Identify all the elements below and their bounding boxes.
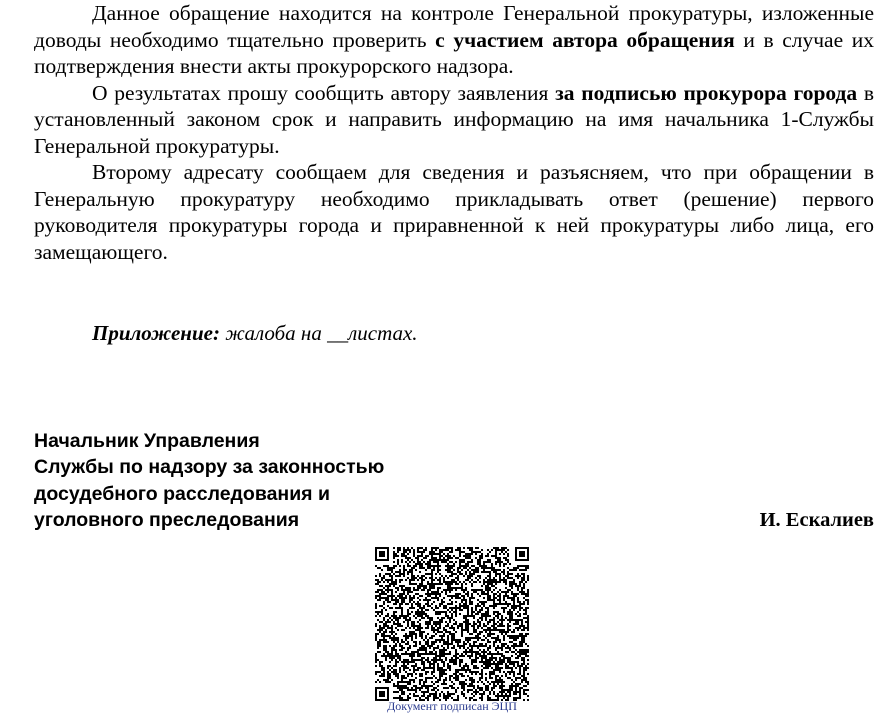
paragraph-text: Данное обращение находится на контроле Генеральной прокуратуры, изложенные доводы необходимо тщательно проверить — [34, 1, 874, 52]
paragraph-control — [34, 0, 874, 80]
attachment-line — [92, 320, 418, 346]
qr-code-icon — [375, 547, 529, 701]
signature-final-row — [34, 507, 874, 533]
qr-caption: Документ подписан ЭЦП — [387, 699, 517, 713]
letter-body — [34, 0, 874, 265]
signatory-name: И. Ескалиев — [759, 508, 874, 531]
signature-title-line-4: уголовного преследования — [34, 508, 300, 531]
paragraph-second-addressee — [34, 159, 874, 265]
signature-block — [34, 428, 874, 533]
paragraph-emphasis: с участием автора обращения — [435, 27, 735, 52]
paragraph-text: в установленный законом срок и направить информацию на имя начальника 1-Службы Генеральной прокуратуры. — [34, 80, 875, 158]
paragraph-text: Второму адресату сообщаем для сведения и разъясняем, что при обращении в Генеральную прокуратуру необходимо прикладывать ответ (решение) первого руководителя прокуратуры города и приравненной к ней прокуратуры либо лица, его замещающего. — [34, 160, 874, 264]
paragraph-text: и в случае их подтверждения внести акты прокурорского надзора. — [34, 27, 875, 78]
signature-qr-code — [375, 547, 529, 701]
paragraph-emphasis: за подписью прокурора города — [555, 80, 858, 105]
attachment-text: жалоба на __листах. — [219, 321, 418, 345]
signature-title-line-1: Начальник Управления — [34, 430, 260, 452]
signature-title-line-3: досудебного расследования и — [34, 482, 330, 505]
attachment-label: Приложение: — [92, 321, 220, 345]
paragraph-report — [34, 80, 874, 160]
signature-title-line-2: Службы по надзору за законностью — [34, 456, 385, 479]
paragraph-text: О результатах прошу сообщить автору заявления — [92, 80, 556, 105]
